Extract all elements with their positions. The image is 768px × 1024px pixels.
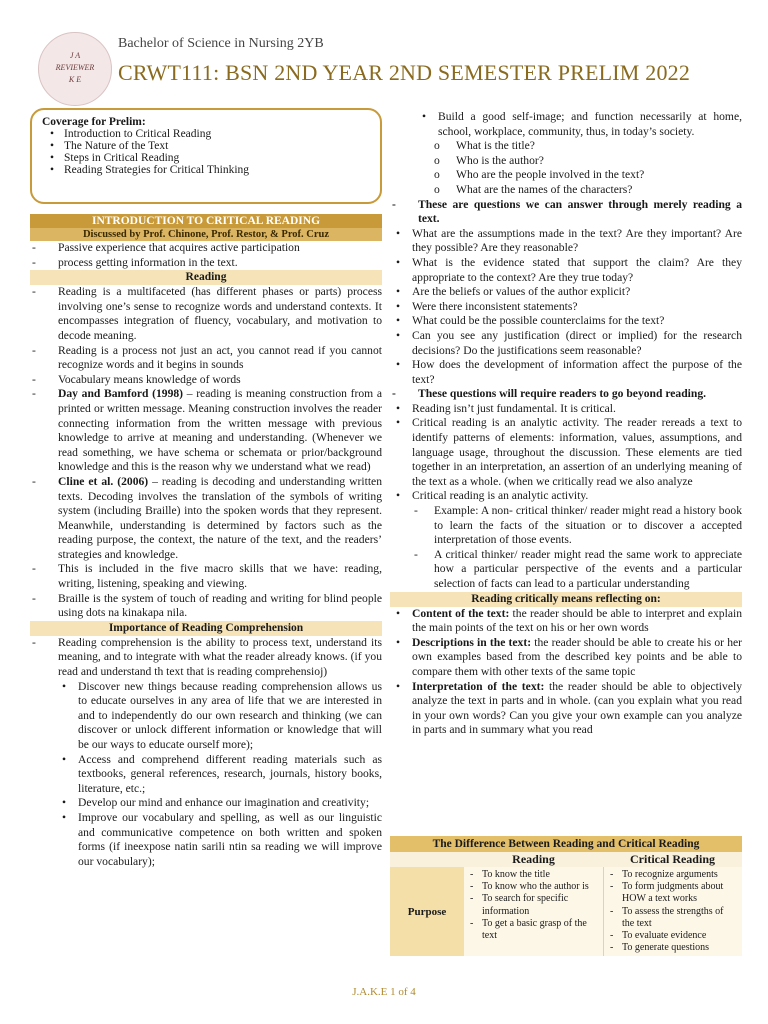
table-corner [390,852,464,867]
question-item: o What is the title? [434,139,742,154]
intro-line: - Passive experience that acquires active participation [30,241,382,256]
logo-text: REVIEWER [55,63,95,72]
reflecting-item [390,636,742,680]
question-item: o Who is the author? [434,154,742,169]
table-item: - To evaluate evidence [608,930,738,942]
reflecting-label: Interpretation of the text: [412,679,545,693]
reading-paragraph: - Reading is a process not just an act, you cannot read if you cannot recognize words and it begins in sounds [30,344,382,373]
example-line: - Example: A non- critical thinker/ reader might read a history book to learn the facts of the situation or to discover a accepted interpretation of those events. [412,504,742,548]
table-item: - To search for specific information [468,893,599,917]
importance-bullet: • Discover new things because reading comprehension allows us to educate ourselves in any area of life that we are interested in and to independently do our own research and thinking (we can discover or unlock different information or knowledge that will be our ways to educate ourself more); [56,680,382,753]
reading-paragraph: - Reading is a multifaceted (has different phases or parts) process involving one’s sense to recognize words and understand contexts. It encompasses integration of fluency, vocabulary, and motivation to decode meaning. [30,285,382,343]
citation: Cline et al. (2006) [58,474,149,488]
reading-paragraph: - Vocabulary means knowledge of words [30,373,382,388]
reading-heading: Reading [30,270,382,285]
importance-bullet: • Improve our vocabulary and spelling, as well as our linguistic and communicative competence on both written and spoken forms (if ineexpose natin sarili ntin sa reading we will improve our vocabulary); [56,811,382,869]
table-header-reading: Reading [512,852,555,866]
reflecting-item [390,607,742,636]
coverage-item: • Introduction to Critical Reading [64,128,370,140]
table-row-label: Purpose [390,867,464,956]
coverage-list [42,128,370,176]
table-item: - To generate questions [608,942,738,954]
table-header-critical: Critical Reading [630,852,715,866]
table-cell-critical [603,867,742,956]
reflecting-text: the reader should be able to interpret and explain the main points of the text on his or her own words [412,606,742,635]
left-column [30,214,382,869]
question-item: o What are the names of the characters? [434,183,742,198]
question-bullet: • Were there inconsistent statements? [390,300,742,315]
importance-bullet: • Develop our mind and enhance our imagination and creativity; [56,796,382,811]
question-bullet: • Are the beliefs or values of the author explicit? [390,285,742,300]
reflecting-item [390,680,742,738]
reflecting-heading: Reading critically means reflecting on: [390,592,742,607]
question-bullet: • What could be the possible counterclaims for the text? [390,314,742,329]
importance-bullet: • Build a good self-image; and function necessarily at home, school, workplace, community, thus, in today’s society. [416,110,742,139]
right-column [390,110,742,738]
table-item: - To know who the author is [468,881,599,893]
table-row [390,867,742,956]
question-bullet: • What is the evidence stated that support the claim? Are they appropriate to the context? Are they true today? [390,256,742,285]
citation: Day and Bamford (1998) [58,387,184,401]
coverage-box [30,108,382,204]
note-line: - These are questions we can answer through merely reading a text. [390,198,742,227]
reading-paragraph: - This is included in the five macro skills that we have: reading, writing, listening, speaking and viewing. [30,562,382,591]
reflecting-text: the reader should be able to objectively analyze the text in parts and in whole. (can you explain what you read in your own words? Can you give your own example can you analyze in parts and in summary what you read [412,679,742,737]
coverage-item: • Steps in Critical Reading [64,152,370,164]
table-item: - To assess the strengths of the text [608,906,738,930]
table-item: - To form judgments about HOW a text works [608,881,738,905]
question-bullet: • Can you see any justification (direct or implied) for the research decisions? Do the justifications seem reasonable? [390,329,742,358]
question-bullet: • What are the assumptions made in the text? Are they important? Are they possible? Are they reasonable? [390,227,742,256]
table-item: - To recognize arguments [608,869,738,881]
intro-line: - process getting information in the text. [30,256,382,271]
importance-heading: Importance of Reading Comprehension [30,621,382,636]
citation-text: – reading is meaning construction from a printed or written message. Meaning construction involves the reader connecting information from the written message with previous knowledge to arrive at meaning and understanding. (Whenever we read something, we have schema or schemata or prior/background knowledge and this is the reason why we understand what we read) [58,387,383,474]
importance-bullet: • Access and comprehend different reading materials such as textbooks, general references, research, journals, history books, literature, etc.; [56,753,382,797]
intro-heading: INTRODUCTION TO CRITICAL READING [30,214,382,228]
question-item: o Who are the people involved in the text? [434,168,742,183]
reflecting-label: Descriptions in the text: [412,635,532,649]
header-subtitle: Bachelor of Science in Nursing 2YB [118,36,324,51]
citation-text: – reading is decoding and understanding written texts. Decoding involves the translation of the symbols of writing system (including Braille) into the spoken words that they represent. Meanwhile, understanding is determined by factors such as the reading purpose, the context, the nature of the text, and the readers’ strategies and knowledge. [58,474,382,561]
logo [38,32,112,106]
critical-bullet: • Critical reading is an analytic activity. [390,489,742,504]
coverage-item: • Reading Strategies for Critical Thinking [64,164,370,176]
difference-table [390,836,742,956]
note-line: - These questions will require readers to go beyond reading. [390,387,742,402]
page-footer: J.A.K.E 1 of 4 [352,986,416,998]
critical-bullet: • Critical reading is an analytic activity. The reader rereads a text to identify patterns of elements: information, values, assumptions, and language usage, throughout the discussion. These elements are tied together in an interpretation, an assertion of an underlying meaning of the text as a whole. (when we critically read we also analyze [390,416,742,489]
table-item: - To get a basic grasp of the text [468,918,599,942]
table-header-row [390,852,742,867]
reading-paragraph [30,475,382,563]
header-title: CRWT111: BSN 2ND YEAR 2ND SEMESTER PRELIM 2022 [118,60,691,85]
reading-paragraph: - Braille is the system of touch of reading and writing for blind people using dots na kinakapa nila. [30,592,382,621]
critical-bullet: • Reading isn’t just fundamental. It is critical. [390,402,742,417]
logo-text: J A [69,51,81,60]
reflecting-label: Content of the text: [412,606,510,620]
table-title: The Difference Between Reading and Critical Reading [390,836,742,852]
question-bullet: • How does the development of information affect the purpose of the text? [390,358,742,387]
example-line: - A critical thinker/ reader might read the same work to appreciate how a particular perspective of the events and a particular selection of facts can lead to a particular understanding [412,548,742,592]
intro-discussed: Discussed by Prof. Chinone, Prof. Restor, & Prof. Cruz [30,228,382,241]
importance-paragraph: - Reading comprehension is the ability to process text, understand its meaning, and to integrate with what the reader already knows. (if you read and understand th text that is reading comprehensioj) [30,636,382,680]
coverage-title: Coverage for Prelim: [42,116,146,128]
coverage-item: • The Nature of the Text [64,140,370,152]
reading-paragraph [30,387,382,475]
table-item: - To know the title [468,869,599,881]
reflecting-text: the reader should be able to create his or her own examples based from the described key points and be able to compare them with other texts of the same topic [412,635,742,678]
logo-text: K E [68,75,82,84]
table-cell-reading [464,867,603,956]
